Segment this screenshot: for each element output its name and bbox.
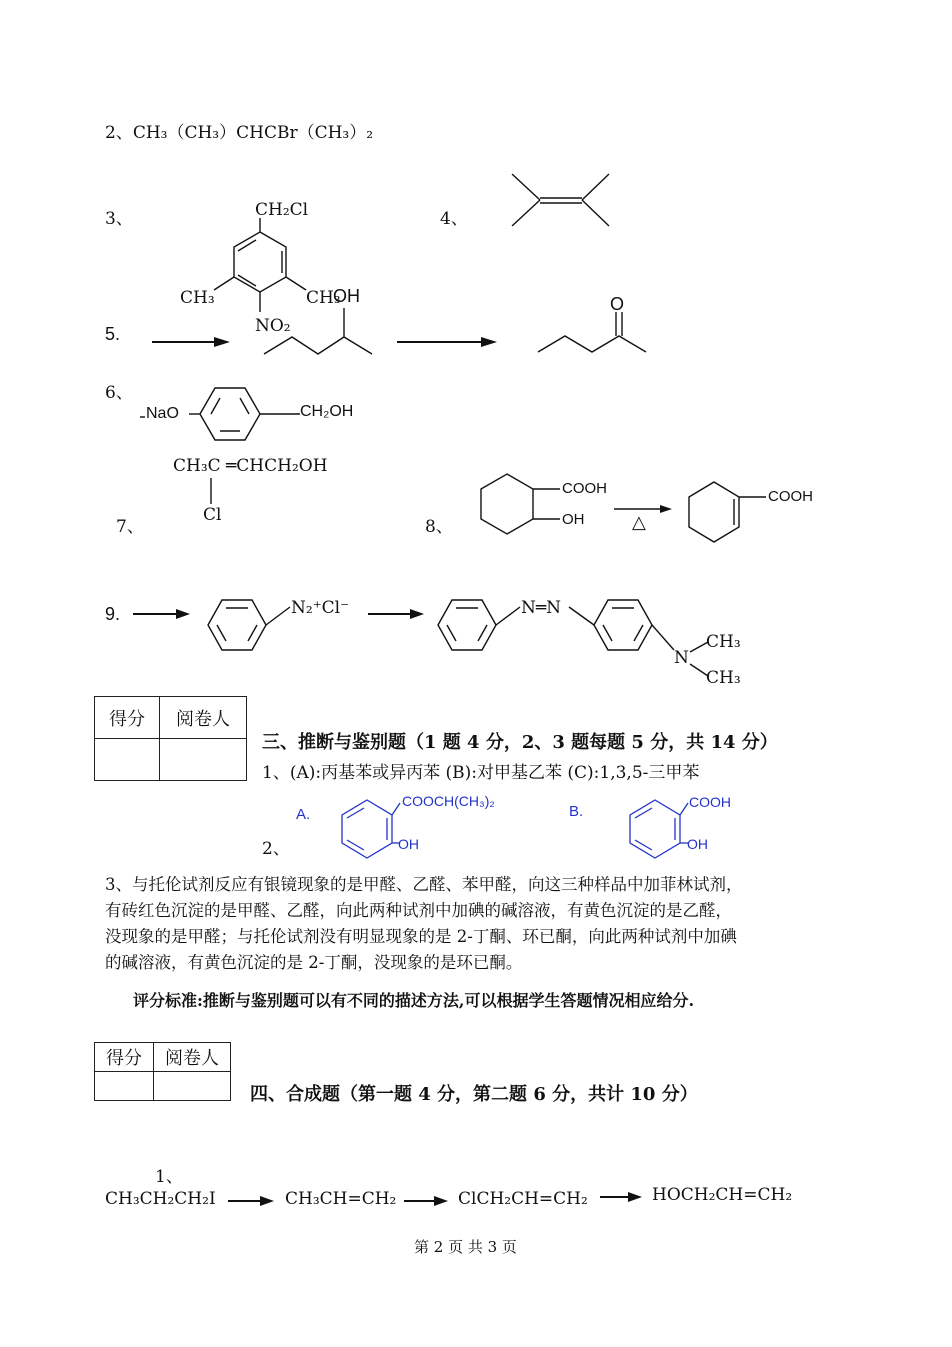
route-step-2: CH₃CH=CH₂ [285, 1189, 397, 1209]
q6-ch2oh: CH₂OH [300, 403, 354, 420]
q9-number: 9. [105, 604, 121, 624]
compound-a-label: A. [296, 806, 311, 823]
section3-answer-1: 1、(A):丙基苯或异丙苯 (B):对甲基乙苯 (C):1,3,5-三甲苯 [262, 763, 700, 783]
section3-heading: 三、推断与鉴别题（1 题 4 分，2、3 题每题 5 分，共 14 分） [262, 732, 778, 753]
q6b-cl: Cl [203, 505, 222, 525]
compound-a-ester: COOCH(CH₃)₂ [402, 793, 495, 809]
reviewer-header: 阅卷人 [154, 1043, 231, 1072]
q9-amine-n: N [674, 648, 689, 668]
q3-number: 3、 [105, 209, 133, 229]
section4-heading: 四、合成题（第一题 4 分，第二题 6 分，共计 10 分） [250, 1084, 698, 1105]
q7-number: 7、 [116, 517, 144, 537]
score-header: 得分 [95, 1043, 154, 1072]
answer-3-line-1: 3、与托伦试剂反应有银镜现象的是甲醛、乙醛、苯甲醛，向这三种样品中加菲林试剂， [105, 875, 743, 894]
section3-answer-2-number: 2、 [262, 839, 290, 859]
q8-number: 8、 [425, 517, 453, 537]
q5-number: 5. [105, 324, 121, 344]
compound-a-oh: OH [398, 836, 419, 852]
q3-ch2cl: CH₂Cl [255, 200, 309, 220]
q9-ch3-top: CH₃ [706, 632, 741, 652]
q9-azo-group: N═N [521, 598, 561, 618]
q8-product-cooh: COOH [768, 488, 813, 505]
page-number: 第 2 页 共 3 页 [414, 1238, 517, 1256]
q3-ch3-left: CH₃ [180, 288, 215, 308]
q6b-formula: CH₃C ═CHCH₂OH [173, 456, 328, 476]
route-step-4: HOCH₂CH=CH₂ [652, 1185, 793, 1205]
q9-ch3-bottom: CH₃ [706, 668, 741, 688]
compound-b-label: B. [569, 803, 584, 820]
synthesis-1-number: 1、 [155, 1167, 183, 1187]
route-step-1: CH₃CH₂CH₂I [105, 1189, 216, 1209]
score-header: 得分 [95, 697, 160, 739]
compound-b-cooh: COOH [689, 794, 731, 810]
q5-o: O [610, 294, 625, 314]
q2-answer: 2、CH₃（CH₃）CHCBr（CH₃）₂ [105, 123, 374, 143]
q3-ch3-right: CH₃ [306, 288, 341, 308]
answer-3-line-3: 没现象的是甲醛；与托伦试剂没有明显现象的是 2-丁酮、环已酮，向此两种试剂中加碘 [105, 927, 737, 946]
q6-nao: NaO [146, 405, 179, 422]
q8-oh: OH [562, 511, 585, 528]
answer-3-line-2: 有砖红色沉淀的是甲醛、乙醛，向此两种试剂中加碘的碱溶液，有黄色沉淀的是乙醛， [105, 901, 732, 920]
q4-number: 4、 [440, 209, 468, 229]
q9-diazonium-salt: N₂⁺Cl⁻ [291, 598, 350, 618]
route-step-3: ClCH₂CH=CH₂ [458, 1189, 588, 1209]
answer-3-line-4: 的碱溶液，有黄色沉淀的是 2-丁酮，没现象的是环已酮。 [105, 953, 523, 972]
compound-b-oh: OH [687, 836, 708, 852]
grading-note: 评分标准:推断与鉴别题可以有不同的描述方法,可以根据学生答题情况相应给分. [133, 991, 695, 1010]
reviewer-header: 阅卷人 [160, 697, 247, 739]
q8-cooh: COOH [562, 480, 607, 497]
q3-no2: NO₂ [255, 316, 291, 336]
q5-oh: OH [333, 286, 360, 306]
q8-heat-symbol: △ [632, 512, 646, 533]
q6-number: 6、 [105, 383, 133, 403]
